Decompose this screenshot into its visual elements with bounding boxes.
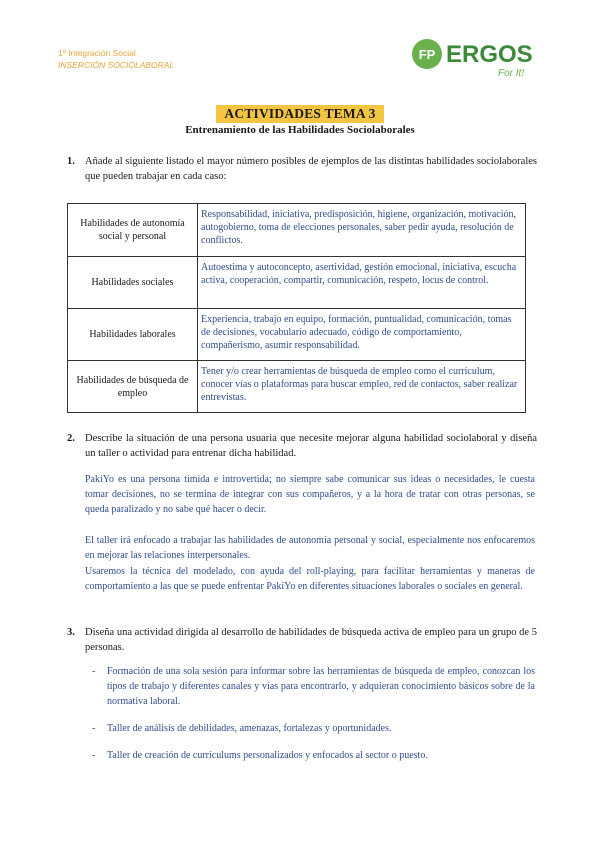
skill-examples: Autoestima y autoconcepto, asertividad, gestión emocional, iniciativa, escucha activa, cooperación, compartir, comunicación, respeto, locus de control. xyxy=(198,257,526,309)
skills-table xyxy=(67,203,526,413)
skill-examples: Experiencia, trabajo en equipo, formación, puntualidad, comunicación, tomas de decisiones, vocabulario adecuado, código de comportamiento, compañerismo, asumir responsabilidad. xyxy=(198,309,526,361)
question-number: 3. xyxy=(67,627,75,638)
skill-label: Habilidades sociales xyxy=(68,257,198,309)
table-row xyxy=(68,204,526,257)
logo-badge: FP xyxy=(418,47,436,62)
skill-examples: Responsabilidad, iniciativa, predisposición, higiene, organización, motivación, autogobierno, toma de elecciones personales, saber pedir ayuda, resolución de conflictos. xyxy=(198,204,526,257)
table-row xyxy=(68,309,526,361)
answer-paragraph: PakiYo es una persona tímida e introvertida; no siempre sabe comunicar sus ideas o necesidades, le cuesta tomar decisiones, no se termina de integrar con sus compañeros, y a la hora de tratar con otras personas, se queda paralizado y no sabe qué hacer o decir. xyxy=(85,474,535,515)
answer-paragraph: El taller irá enfocado a trabajar las habilidades de autonomía personal y social, especialmente nos enfocaremos en mejorar las relaciones interpersonales. xyxy=(85,535,535,561)
skill-label: Habilidades de búsqueda de empleo xyxy=(68,361,198,413)
logo-name: ERGOS xyxy=(446,41,533,68)
question-1 xyxy=(67,154,537,184)
list-item: - Taller de análisis de debilidades, amenazas, fortalezas y oportunidades. xyxy=(92,721,535,736)
course-name: 1º Integración Social xyxy=(58,48,136,58)
page-title: ACTIVIDADES TEMA 3 xyxy=(216,105,383,123)
table-row xyxy=(68,361,526,413)
document-header xyxy=(58,47,174,71)
bullet-text: Taller de análisis de debilidades, amenazas, fortalezas y oportunidades. xyxy=(107,723,392,734)
question-number: 1. xyxy=(67,156,75,167)
list-item: - Taller de creación de currículums personalizados y enfocados al sector o puesto. xyxy=(92,748,535,763)
skill-label: Habilidades de autonomía social y personal xyxy=(68,204,198,257)
logo-tagline: For It! xyxy=(498,68,525,78)
question-3 xyxy=(67,625,537,655)
skill-examples: Tener y/o crear herramientas de búsqueda de empleo como el currículum, conocer vías o plataformas para buscar empleo, red de contactos, saber realizar entrevistas. xyxy=(198,361,526,413)
list-item: - Formación de una sola sesión para informar sobre las herramientas de búsqueda de empleo, conozcan los tipos de trabajo y diferentes canales y vías para encontrarlo, y adquieran conocimiento básicos sobre de la normativa laboral. xyxy=(92,666,535,707)
page-subtitle: Entrenamiento de las Habilidades Sociolaborales xyxy=(185,124,415,136)
question-2 xyxy=(67,431,537,461)
table-row xyxy=(68,257,526,309)
bullet-text: Taller de creación de currículums personalizados y enfocados al sector o puesto. xyxy=(107,750,428,761)
skill-label: Habilidades laborales xyxy=(68,309,198,361)
question-text: Describe la situación de una persona usuaria que necesite mejorar alguna habilidad sociolaboral y diseña un taller o actividad para entrenar dicha habilidad. xyxy=(85,433,537,459)
answer-paragraph: Usaremos la técnica del modelado, con ayuda del roll-playing, para facilitar herramientas y maneras de comportamiento a las que se puede enfrentar PakiYo en diferentes situaciones laborales o sociales en general. xyxy=(85,566,535,592)
question-text: Añade al siguiente listado el mayor número posibles de ejemplos de las distintas habilidades sociolaborales que pueden trabajar en cada caso: xyxy=(85,156,537,182)
bullet-text: Formación de una sola sesión para informar sobre las herramientas de búsqueda de empleo, conozcan los tipos de trabajo y diferentes canales y vías para encontrarlo, y adquieran conocimiento básicos sobre de la normativa laboral. xyxy=(107,666,535,707)
question-text: Diseña una actividad dirigida al desarrollo de habilidades de búsqueda activa de empleo para un grupo de 5 personas. xyxy=(85,627,537,653)
module-name: INSERCIÓN SOCIOLABORAL xyxy=(58,60,175,70)
ergos-logo xyxy=(410,38,540,78)
question-number: 2. xyxy=(67,433,75,444)
